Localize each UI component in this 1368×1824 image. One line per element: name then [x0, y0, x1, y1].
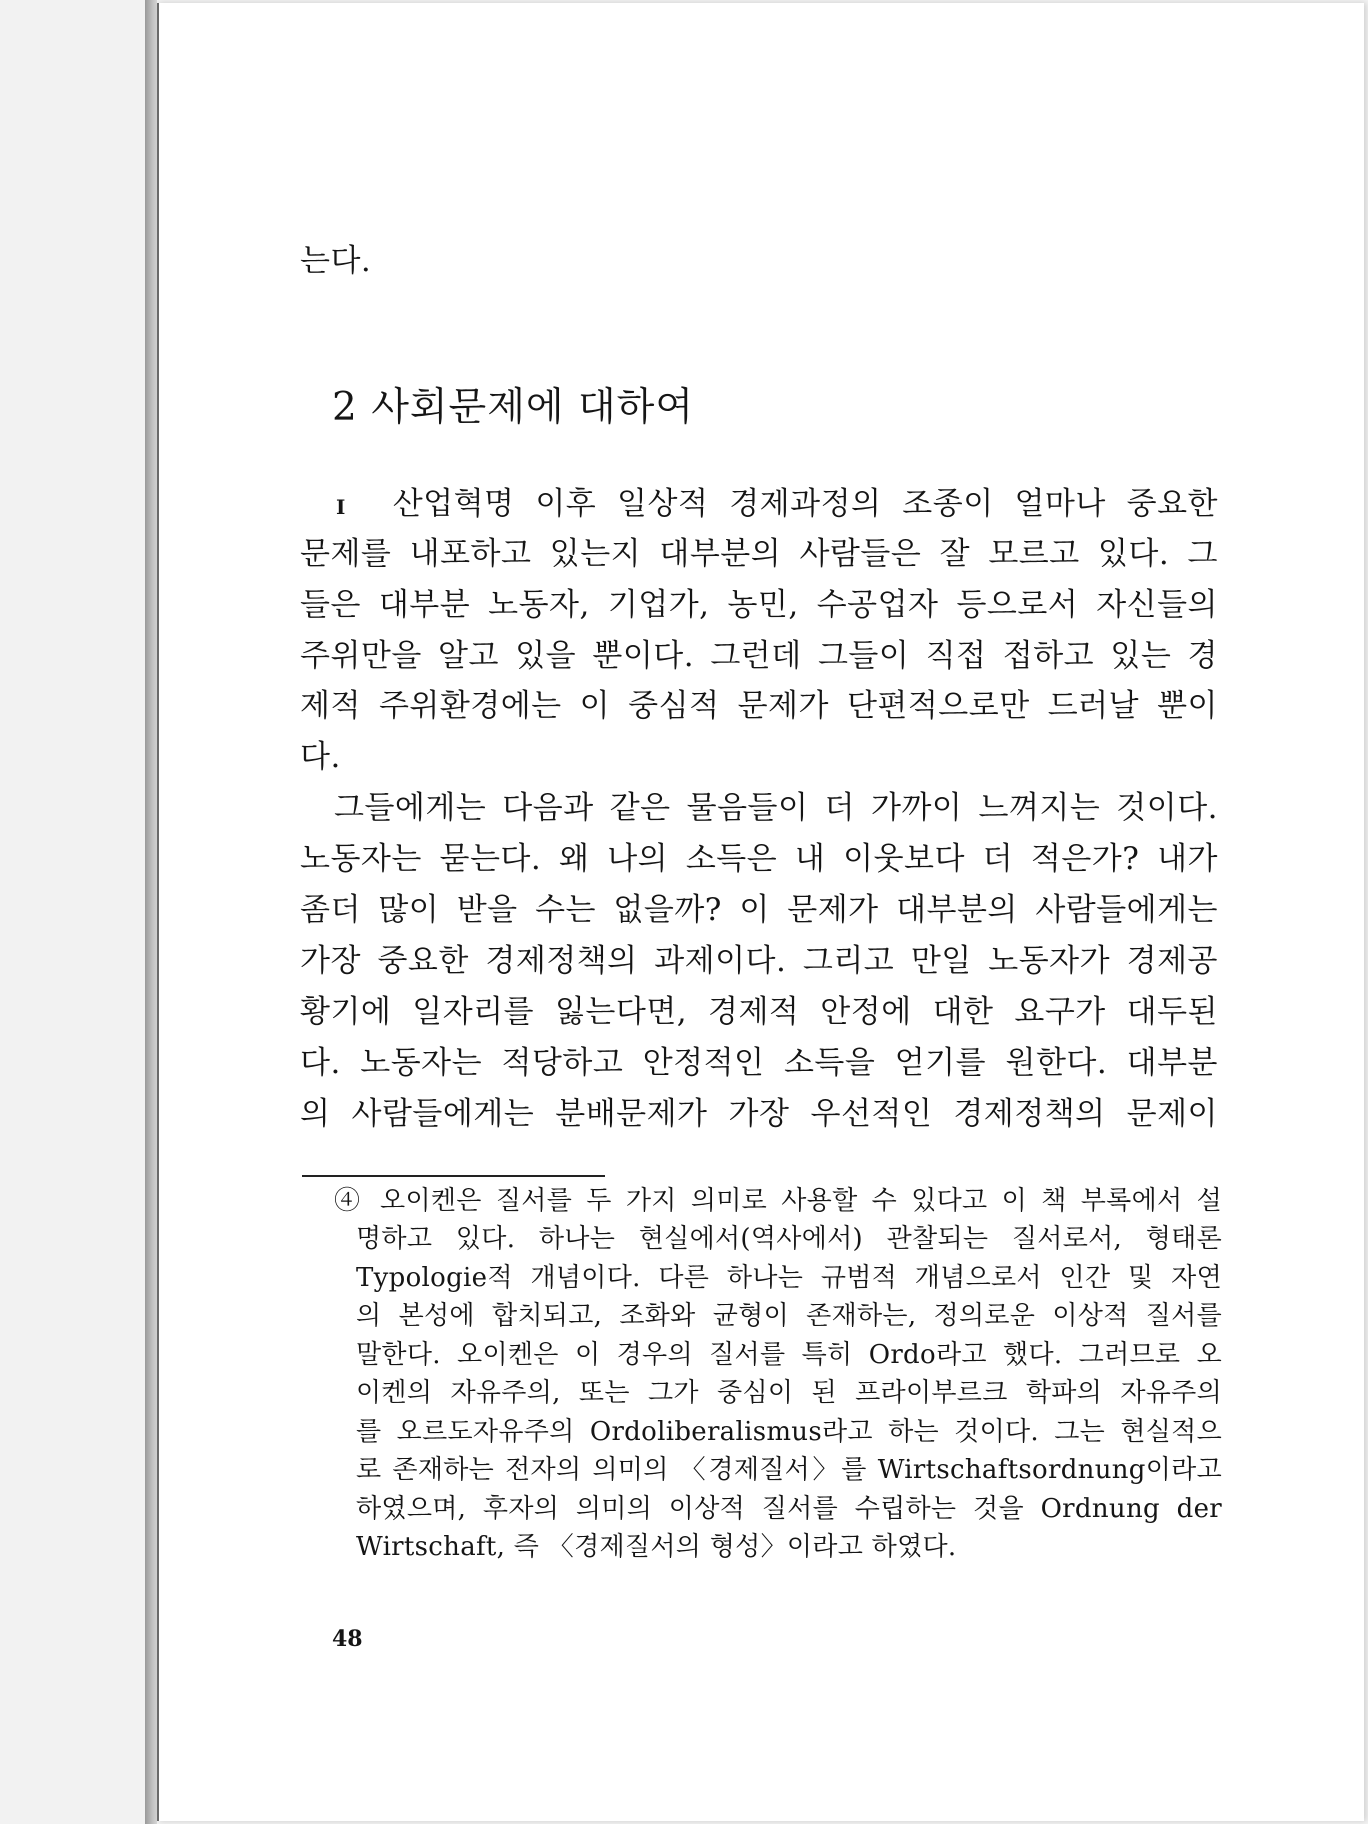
paragraph-line: 제적 주위환경에는 이 중심적 문제가 단편적으로만 드러날 뿐이: [300, 688, 1218, 724]
footnote-line: 의 본성에 합치되고, 조화와 균형이 존재하는, 정의로운 이상적 질서를: [356, 1301, 1222, 1331]
footnote-line: Wirtschaft, 즉 〈경제질서의 형성〉이라고 하였다.: [356, 1532, 957, 1562]
footnote-line: 이켄의 자유주의, 또는 그가 중심이 된 프라이부르크 학파의 자유주의: [356, 1378, 1222, 1408]
paragraph-marker: I: [336, 495, 346, 519]
paragraph-line: 그들에게는 다음과 같은 물음들이 더 가까이 느껴지는 것이다.: [334, 790, 1218, 826]
page-number: 48: [332, 1626, 363, 1652]
paragraph-line: 문제를 내포하고 있는지 대부분의 사람들은 잘 모르고 있다. 그: [300, 536, 1218, 572]
footnote-line: 로 존재하는 전자의 의미의 〈경제질서〉를 Wirtschaftsordnung이라고: [356, 1455, 1222, 1485]
paragraph-line-text: 산업혁명 이후 일상적 경제과정의 조종이 얼마나 중요한: [392, 486, 1218, 522]
footnote-line: ④ 오이켄은 질서를 두 가지 의미로 사용할 수 있다고 이 책 부록에서 설: [334, 1186, 1222, 1216]
paragraph-line: 가장 중요한 경제정책의 과제이다. 그리고 만일 노동자가 경제공: [300, 943, 1218, 979]
footnote-line: 를 오르도자유주의 Ordoliberalismus라고 하는 것이다. 그는 현실적으: [356, 1417, 1222, 1447]
footnote-line: 명하고 있다. 하나는 현실에서(역사에서) 관찰되는 질서로서, 형태론: [356, 1224, 1222, 1254]
paragraph-line: 좀더 많이 받을 수는 없을까? 이 문제가 대부분의 사람들에게는: [300, 892, 1218, 928]
paragraph-line: 노동자는 묻는다. 왜 나의 소득은 내 이웃보다 더 적은가? 내가: [300, 841, 1218, 877]
section-heading: 2 사회문제에 대하여: [332, 385, 694, 430]
footnote-line: 말한다. 오이켄은 이 경우의 질서를 특히 Ordo라고 했다. 그러므로 오: [356, 1340, 1222, 1370]
paragraph-line: 다.: [300, 739, 341, 775]
footnote-divider: [302, 1175, 605, 1177]
paragraph-line: 의 사람들에게는 분배문제가 가장 우선적인 경제정책의 문제이: [300, 1096, 1218, 1132]
paragraph-line: 들은 대부분 노동자, 기업가, 농민, 수공업자 등으로서 자신들의: [300, 587, 1218, 623]
paragraph-line: 주위만을 알고 있을 뿐이다. 그런데 그들이 직접 접하고 있는 경: [300, 638, 1218, 674]
page-edge-shadow: [145, 0, 157, 1824]
paragraph-line: [336, 479, 1218, 532]
paragraph-line: 황기에 일자리를 잃는다면, 경제적 안정에 대한 요구가 대두된: [300, 994, 1218, 1030]
footnote-line: 하였으며, 후자의 의미의 이상적 질서를 수립하는 것을 Ordnung der: [356, 1494, 1222, 1524]
footnote-line: Typologie적 개념이다. 다른 하나는 규범적 개념으로서 인간 및 자연: [356, 1263, 1222, 1293]
top-fragment: 는다.: [300, 243, 372, 279]
paragraph-line: 다. 노동자는 적당하고 안정적인 소득을 얻기를 원한다. 대부분: [300, 1045, 1218, 1081]
